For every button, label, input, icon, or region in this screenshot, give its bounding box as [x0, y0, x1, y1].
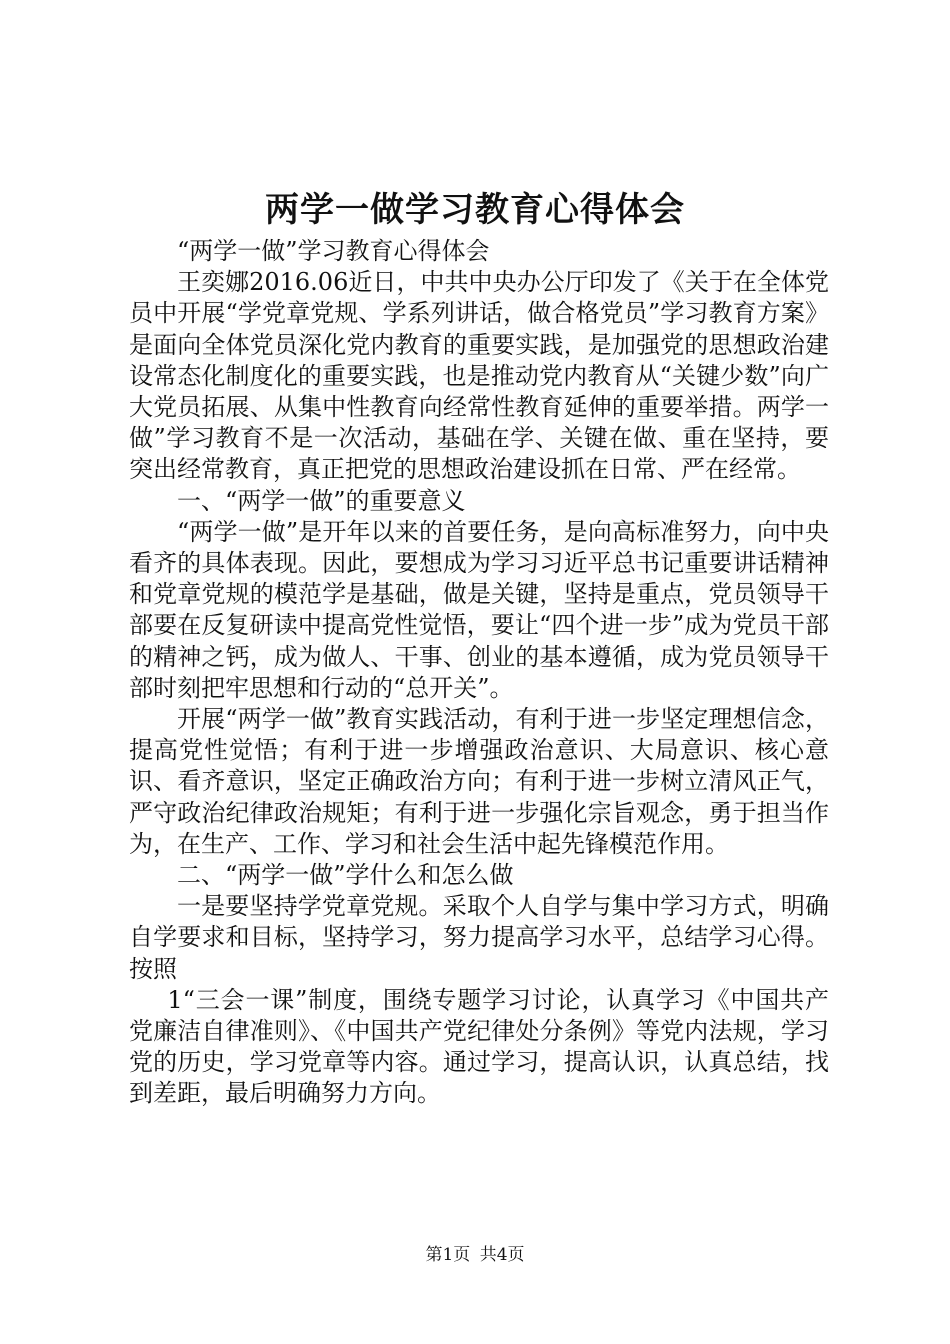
body-paragraph: 1“三会一课”制度，围绕专题学习讨论，认真学习《中国共产党廉洁自律准则》、《中国共产党纪律处分条例》等党内法规，学习党的历史，学习党章等内容。通过学习，提高认识，认真总结，找到差距，最后明确努力方向。	[129, 985, 829, 1108]
section-heading: 一、“两学一做”的重要意义	[177, 486, 466, 515]
section-heading: 二、“两学一做”学什么和怎么做	[177, 861, 514, 890]
body-paragraph: “两学一做”是开年以来的首要任务，是向高标准努力，向中央看齐的具体表现。因此，要想成为学习习近平总书记重要讲话精神和党章党规的模范学是基础，做是关键，坚持是重点，党员领导干部要在反复研读中提高党性觉悟，要让“四个进一步”成为党员干部的精神之钙，成为做人、干事、创业的基本遵循，成为党员领导干部时刻把牢思想和行动的“总开关”。	[129, 517, 829, 702]
page-footer	[0, 1244, 950, 1266]
body-paragraph: 开展“两学一做”教育实践活动，有利于进一步坚定理想信念，提高党性觉悟；有利于进一步增强政治意识、大局意识、核心意识、看齐意识，坚定正确政治方向；有利于进一步树立清风正气，严守政治纪律政治规矩；有利于进一步强化宗旨观念，勇于担当作为，在生产、工作、学习和社会生活中起先锋模范作用。	[129, 705, 829, 858]
subtitle-paragraph: “两学一做”学习教育心得体会	[177, 237, 490, 265]
page-total: 共4页	[479, 1245, 525, 1265]
page-title: 两学一做学习教育心得体会	[265, 190, 685, 230]
document-body	[129, 236, 829, 1110]
page-number: 第1页	[425, 1245, 471, 1265]
body-paragraph: 王奕娜2016.06近日，中共中央办公厅印发了《关于在全体党员中开展“学党章党规、学系列讲话，做合格党员”学习教育方案》是面向全体党员深化党内教育的重要实践，是加强党的思想政治建设常态化制度化的重要实践，也是推动党内教育从“关键少数”向广大党员拓展、从集中性教育向经常性教育延伸的重要举措。两学一做”学习教育不是一次活动，基础在学、关键在做、重在坚持，要突出经常教育，真正把党的思想政治建设抓在日常、严在经常。	[129, 268, 829, 484]
body-paragraph: 一是要坚持学党章党规。采取个人自学与集中学习方式，明确自学要求和目标，坚持学习，努力提高学习水平，总结学习心得。按照	[129, 892, 829, 983]
